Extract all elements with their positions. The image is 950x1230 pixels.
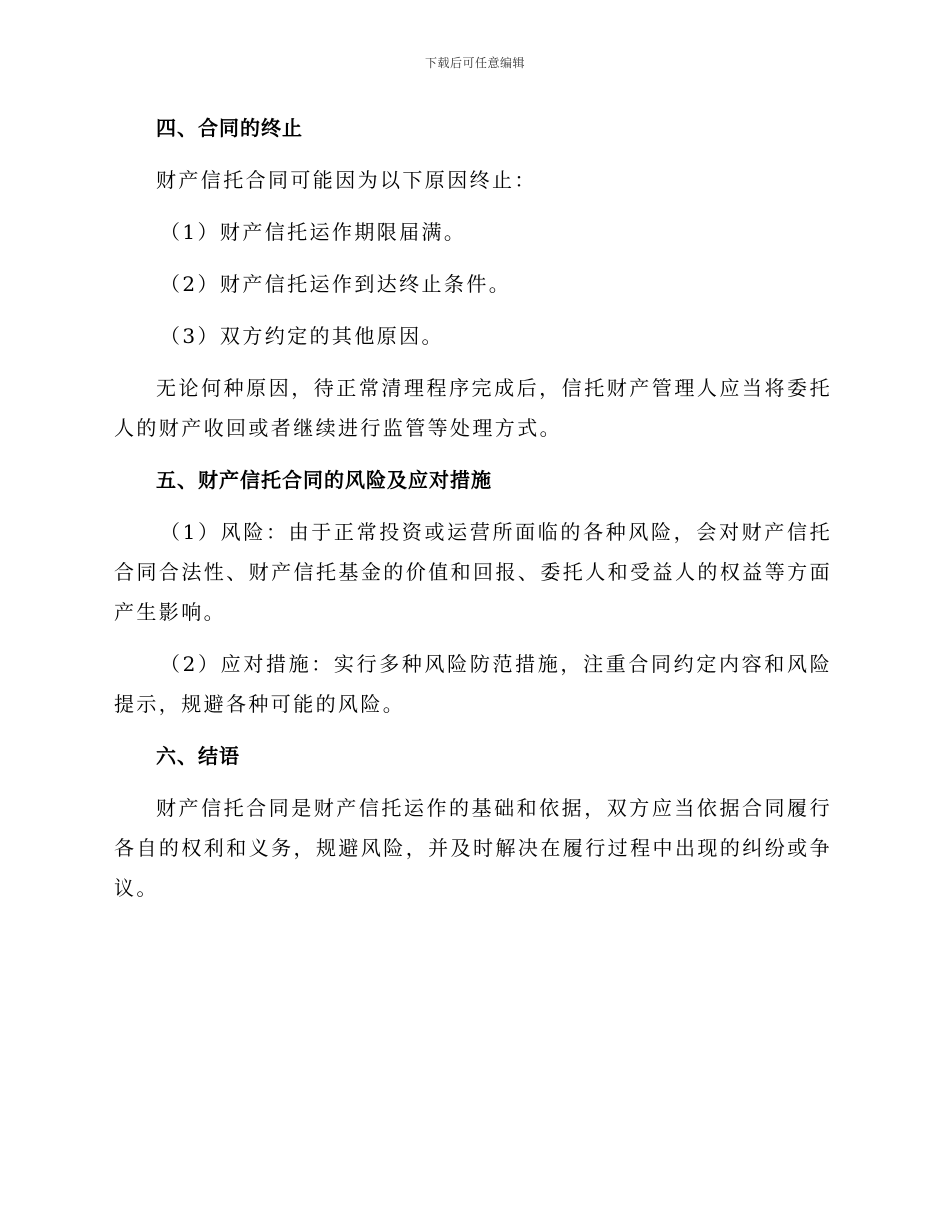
termination-intro: 财产信托合同可能因为以下原因终止： [156, 168, 537, 192]
termination-closing: 无论何种原因，待正常清理程序完成后，信托财产管理人应当将委托人的财产收回或者继续进行监管等处理方式。 [114, 376, 832, 440]
risk-item-2: （2）应对措施：实行多种风险防范措施，注重合同约定内容和风险提示，规避各种可能的风险。 [114, 652, 832, 716]
section-heading-risk: 五、财产信托合同的风险及应对措施 [156, 468, 492, 492]
termination-item-2: （2）财产信托运作到达终止条件。 [160, 272, 512, 296]
conclusion-text: 财产信托合同是财产信托运作的基础和依据，双方应当依据合同履行各自的权利和义务，规避风险，并及时解决在履行过程中出现的纠纷或争议。 [114, 796, 832, 900]
section-heading-conclusion: 六、结语 [156, 744, 240, 768]
termination-item-1: （1）财产信托运作期限届满。 [160, 220, 467, 244]
section-heading-termination: 四、合同的终止 [156, 116, 303, 140]
document-body [114, 108, 832, 920]
header-note: 下载后可任意编辑 [424, 56, 525, 70]
risk-item-1: （1）风险：由于正常投资或运营所面临的各种风险，会对财产信托合同合法性、财产信托基金的价值和回报、委托人和受益人的权益等方面产生影响。 [114, 520, 832, 624]
termination-item-3: （3）双方约定的其他原因。 [160, 324, 444, 348]
